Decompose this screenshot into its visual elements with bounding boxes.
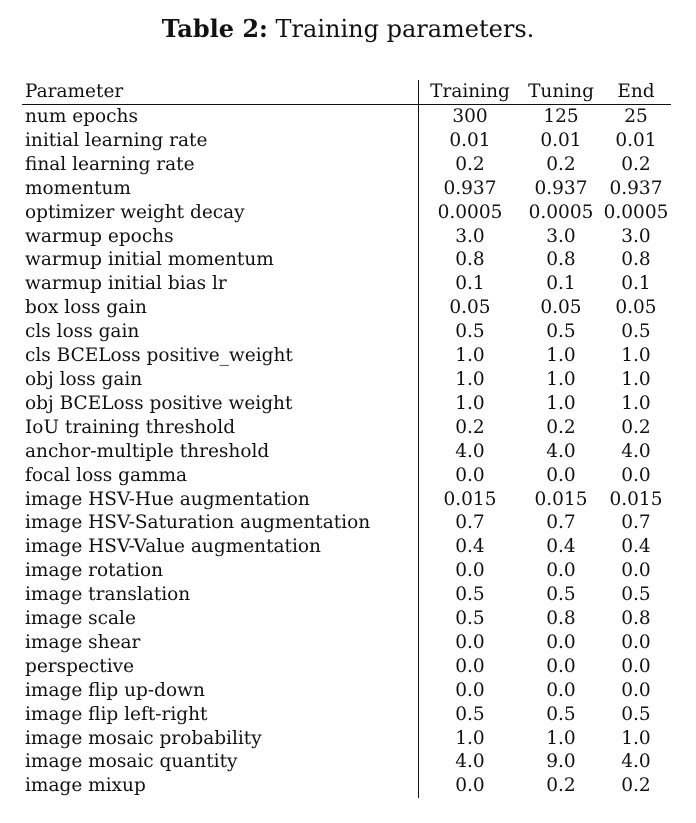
header-parameter: Parameter	[22, 80, 419, 105]
training-cell: 0.2	[455, 153, 485, 175]
parameter-cell: image HSV-Value augmentation	[22, 535, 419, 559]
training-cell: 1.0	[455, 727, 485, 749]
end-cell: 0.01	[615, 129, 657, 151]
tuning-cell: 1.0	[546, 368, 576, 390]
end-cell: 0.937	[609, 177, 663, 199]
tuning-cell: 0.7	[546, 512, 576, 534]
training-cell: 3.0	[455, 225, 485, 247]
end-cell: 1.0	[621, 392, 651, 414]
training-cell: 0.2	[455, 416, 485, 438]
parameter-cell: perspective	[22, 655, 419, 679]
parameter-cell: image translation	[22, 583, 419, 607]
training-cell: 1.0	[455, 368, 485, 390]
training-cell: 0.7	[455, 512, 485, 534]
parameter-cell: warmup initial bias lr	[22, 272, 419, 296]
table-row	[22, 727, 671, 751]
tuning-cell: 0.0005	[528, 201, 594, 223]
end-cell: 1.0	[621, 368, 651, 390]
training-cell: 0.0	[455, 464, 485, 486]
table-row	[22, 655, 671, 679]
table-row	[22, 774, 671, 798]
end-cell: 3.0	[621, 225, 651, 247]
table-row	[22, 750, 671, 774]
table-row	[22, 272, 671, 296]
tuning-cell: 9.0	[546, 751, 576, 773]
tuning-cell: 0.1	[546, 273, 576, 295]
training-cell: 0.4	[455, 536, 485, 558]
caption-label: Table 2:	[161, 14, 268, 43]
training-cell: 0.01	[449, 129, 491, 151]
end-cell: 0.8	[621, 608, 651, 630]
table-row	[22, 464, 671, 488]
tuning-cell: 0.0	[546, 655, 576, 677]
parameter-cell: final learning rate	[22, 153, 419, 177]
tuning-cell: 0.5	[546, 584, 576, 606]
parameter-cell: image mosaic quantity	[22, 750, 419, 774]
table-header-row	[22, 80, 671, 105]
tuning-cell: 0.05	[540, 297, 582, 319]
training-cell: 1.0	[455, 392, 485, 414]
end-cell: 4.0	[621, 751, 651, 773]
end-cell: 25	[624, 106, 648, 127]
tuning-cell: 0.4	[546, 536, 576, 558]
end-cell: 0.05	[615, 297, 657, 319]
end-cell: 0.8	[621, 249, 651, 271]
end-cell: 0.2	[621, 153, 651, 175]
header-end: End	[601, 80, 671, 105]
parameter-cell: obj loss gain	[22, 368, 419, 392]
training-cell: 0.5	[455, 703, 485, 725]
training-cell: 4.0	[455, 440, 485, 462]
end-cell: 0.0	[621, 464, 651, 486]
tuning-cell: 0.015	[534, 488, 588, 510]
table-row	[22, 201, 671, 225]
training-cell: 0.0	[455, 560, 485, 582]
tuning-cell: 0.0	[546, 631, 576, 653]
training-cell: 300	[452, 106, 488, 127]
caption-text: Training parameters.	[275, 15, 535, 43]
table-row	[22, 703, 671, 727]
tuning-cell: 1.0	[546, 727, 576, 749]
training-cell: 0.5	[455, 584, 485, 606]
training-cell: 0.0	[455, 631, 485, 653]
table-row	[22, 416, 671, 440]
table-row	[22, 607, 671, 631]
table-row	[22, 129, 671, 153]
tuning-cell: 4.0	[546, 440, 576, 462]
training-cell: 0.1	[455, 273, 485, 295]
tuning-cell: 0.5	[546, 321, 576, 343]
tuning-cell: 0.8	[546, 249, 576, 271]
parameter-cell: anchor-multiple threshold	[22, 440, 419, 464]
table-caption	[0, 14, 696, 43]
end-cell: 0.5	[621, 703, 651, 725]
table-row	[22, 368, 671, 392]
end-cell: 0.0	[621, 560, 651, 582]
training-cell: 0.0	[455, 655, 485, 677]
header-tuning: Tuning	[521, 80, 601, 105]
table-row	[22, 296, 671, 320]
end-cell: 0.1	[621, 273, 651, 295]
table-body	[22, 105, 671, 799]
table-row	[22, 583, 671, 607]
parameter-cell: IoU training threshold	[22, 416, 419, 440]
parameter-cell: initial learning rate	[22, 129, 419, 153]
end-cell: 0.7	[621, 512, 651, 534]
parameters-table	[22, 80, 671, 798]
parameter-cell: image rotation	[22, 559, 419, 583]
end-cell: 1.0	[621, 345, 651, 367]
parameter-cell: num epochs	[22, 105, 419, 129]
parameter-cell: image mosaic probability	[22, 727, 419, 751]
parameter-cell: warmup initial momentum	[22, 248, 419, 272]
table-row	[22, 559, 671, 583]
end-cell: 1.0	[621, 727, 651, 749]
training-cell: 0.05	[449, 297, 491, 319]
tuning-cell: 0.0	[546, 679, 576, 701]
parameter-cell: image HSV-Hue augmentation	[22, 488, 419, 512]
table-row	[22, 105, 671, 129]
tuning-cell: 0.01	[540, 129, 582, 151]
end-cell: 0.2	[621, 416, 651, 438]
training-cell: 0.0	[455, 679, 485, 701]
training-cell: 0.937	[443, 177, 497, 199]
end-cell: 0.0	[621, 655, 651, 677]
table-row	[22, 535, 671, 559]
table-row	[22, 177, 671, 201]
training-cell: 0.5	[455, 321, 485, 343]
training-cell: 0.0	[455, 775, 485, 797]
parameter-cell: box loss gain	[22, 296, 419, 320]
table-row	[22, 248, 671, 272]
tuning-cell: 0.2	[546, 153, 576, 175]
parameter-cell: image mixup	[22, 774, 419, 798]
end-cell: 4.0	[621, 440, 651, 462]
parameter-cell: momentum	[22, 177, 419, 201]
training-cell: 0.0005	[437, 201, 503, 223]
table-row	[22, 392, 671, 416]
training-cell: 0.015	[443, 488, 497, 510]
tuning-cell: 3.0	[546, 225, 576, 247]
end-cell: 0.0	[621, 679, 651, 701]
parameter-cell: image flip left-right	[22, 703, 419, 727]
end-cell: 0.2	[621, 775, 651, 797]
end-cell: 0.5	[621, 584, 651, 606]
parameter-cell: image flip up-down	[22, 679, 419, 703]
table-row	[22, 153, 671, 177]
tuning-cell: 0.937	[534, 177, 588, 199]
parameter-cell: cls BCELoss positive_weight	[22, 344, 419, 368]
tuning-cell: 0.0	[546, 464, 576, 486]
end-cell: 0.4	[621, 536, 651, 558]
parameter-cell: image HSV-Saturation augmentation	[22, 511, 419, 535]
parameters-table-container	[22, 80, 671, 798]
tuning-cell: 125	[543, 106, 579, 127]
parameter-cell: optimizer weight decay	[22, 201, 419, 225]
tuning-cell: 1.0	[546, 392, 576, 414]
tuning-cell: 0.2	[546, 416, 576, 438]
tuning-cell: 0.8	[546, 608, 576, 630]
table-row	[22, 225, 671, 249]
table-row	[22, 679, 671, 703]
table-row	[22, 488, 671, 512]
end-cell: 0.0005	[603, 201, 669, 223]
table-row	[22, 511, 671, 535]
training-cell: 0.5	[455, 608, 485, 630]
tuning-cell: 1.0	[546, 345, 576, 367]
training-cell: 1.0	[455, 345, 485, 367]
header-training: Training	[419, 80, 522, 105]
end-cell: 0.5	[621, 321, 651, 343]
parameter-cell: image scale	[22, 607, 419, 631]
parameter-cell: cls loss gain	[22, 320, 419, 344]
parameter-cell: image shear	[22, 631, 419, 655]
table-row	[22, 344, 671, 368]
table-row	[22, 440, 671, 464]
parameter-cell: warmup epochs	[22, 225, 419, 249]
parameter-cell: focal loss gamma	[22, 464, 419, 488]
training-cell: 0.8	[455, 249, 485, 271]
tuning-cell: 0.5	[546, 703, 576, 725]
training-cell: 4.0	[455, 751, 485, 773]
parameter-cell: obj BCELoss positive weight	[22, 392, 419, 416]
table-row	[22, 320, 671, 344]
tuning-cell: 0.2	[546, 775, 576, 797]
end-cell: 0.015	[609, 488, 663, 510]
tuning-cell: 0.0	[546, 560, 576, 582]
table-row	[22, 631, 671, 655]
end-cell: 0.0	[621, 631, 651, 653]
